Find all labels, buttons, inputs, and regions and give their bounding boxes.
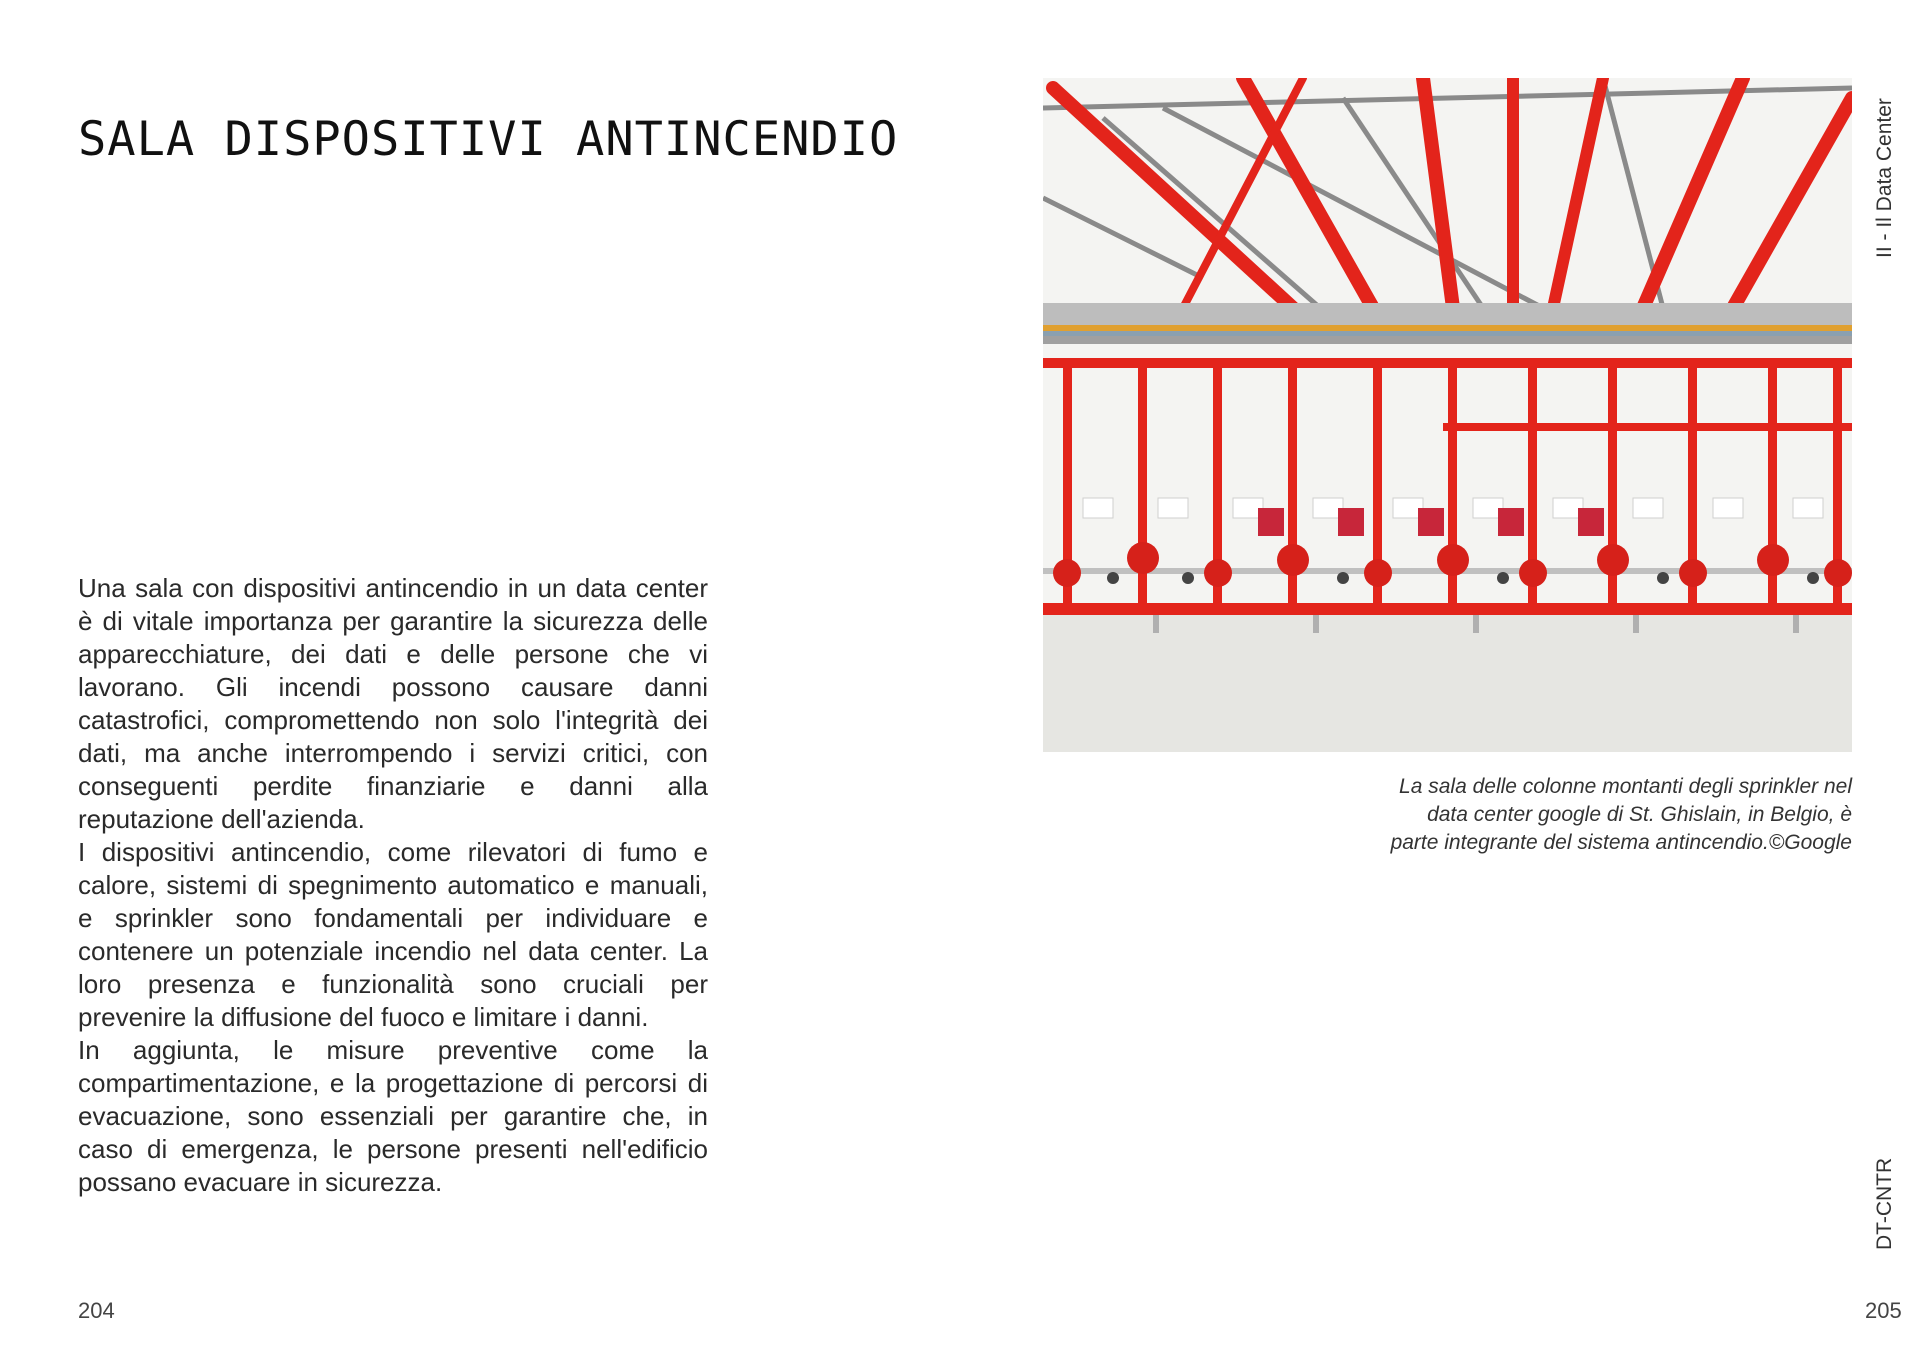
photo-caption — [1250, 773, 1852, 857]
caption-line: parte integrante del sistema antincendio.©Google — [1390, 831, 1852, 854]
body-paragraph: I dispositivi antincendio, come rilevatori di fumo e calore, sistemi di spegnimento automatico e manuali, e sprinkler sono fondamentali per individuare e contenere un potenziale incendio nel data center. La loro presenza e funzionalità sono cruciali per prevenire la diffusione del fuoco e limitare i danni. — [78, 837, 708, 1032]
body-paragraph: In aggiunta, le misure preventive come la compartimentazione, e la progettazione di percorsi di evacuazione, sono essenziali per garantire che, in caso di emergenza, le persone presenti nell'edificio possano evacuare in sicurezza. — [78, 1035, 708, 1197]
page-number-left: 204 — [78, 1298, 115, 1323]
sprinkler-room-photo — [1043, 78, 1852, 752]
book-code-label: DT-CNTR — [1873, 1157, 1896, 1250]
page-number-right: 205 — [1865, 1298, 1902, 1323]
body-text — [78, 572, 708, 1199]
body-paragraph: Una sala con dispositivi antincendio in un data center è di vitale importanza per garantire la sicurezza delle apparecchiature, dei dati e delle persone che vi lavorano. Gli incendi possono causare danni catastrofici, compromettendo non solo l'integrità dei dati, ma anche interrompendo i servizi critici, con conseguenti perdite finanziarie e danni alla reputazione dell'azienda. — [78, 573, 708, 834]
caption-line: data center google di St. Ghislain, in Belgio, è — [1427, 803, 1852, 826]
caption-line: La sala delle colonne montanti degli sprinkler nel — [1399, 775, 1852, 798]
page-title: SALA DISPOSITIVI ANTINCENDIO — [78, 112, 899, 167]
chapter-label: II - Il Data Center — [1873, 98, 1896, 258]
